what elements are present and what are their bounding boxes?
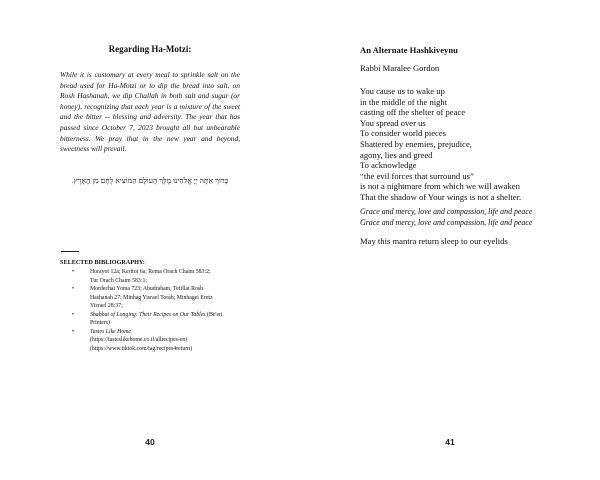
page-number: 40 bbox=[145, 437, 155, 447]
poem-line: “the evil forces that surround us” bbox=[360, 170, 474, 181]
refrain-line: Grace and mercy, love and compassion, life and peace bbox=[360, 207, 533, 216]
poem-line: You spread over us bbox=[360, 117, 426, 128]
poem-line: To consider world pieces bbox=[360, 128, 447, 139]
poem-body bbox=[360, 86, 590, 203]
poem-line: To acknowledge bbox=[360, 160, 417, 171]
refrain-line: Grace and mercy, love and compassion, life and peace bbox=[360, 217, 533, 227]
bibliography-line-rest: (Be'eri bbox=[205, 311, 223, 318]
poem-line: agony, lies and greed bbox=[360, 149, 433, 160]
bibliography-heading: SELECTED BIBLIOGRAPHY: bbox=[60, 259, 145, 266]
bibliography-line: Printers) bbox=[90, 320, 110, 326]
book-title: Shabbat of Longing: Their Recipes on Our Tables bbox=[90, 311, 206, 318]
poem-line: You cause us to wake up bbox=[360, 86, 445, 96]
poem-author: Rabbi Maralee Gordon bbox=[360, 63, 440, 73]
poem-closing-line: May this mantra return sleep to our eyelids bbox=[360, 236, 508, 246]
bibliography-item bbox=[60, 268, 245, 285]
book-title: • Tastes Like Home bbox=[90, 328, 132, 335]
bibliography-line: Tur Orach Chaim 583:1; bbox=[90, 277, 147, 284]
bibliography-item bbox=[60, 285, 245, 311]
bibliography-link[interactable]: (https://tasteslikehome.co.il/allrecipes-en) bbox=[90, 337, 188, 343]
bibliography-item bbox=[60, 311, 245, 328]
poem-line: casting off the shelter of peace bbox=[360, 107, 466, 118]
poem-line: is not a nightmare from which we will awaken bbox=[360, 181, 520, 192]
poem-line: Shattered by enemies, prejudice, bbox=[360, 138, 472, 149]
page-number: 41 bbox=[445, 437, 455, 447]
poem-line: That the shadow of Your wings is not a shelter. bbox=[360, 191, 522, 202]
bibliography-line: Hashanah 27; Minhag Yisrael Torah; Minhagei Eretz bbox=[90, 294, 213, 301]
bibliography-line: • Mordechai Yoma 723; Abudraham, Tefillat Rosh bbox=[90, 286, 203, 292]
ha-motzi-paragraph: While it is customary at every meal to sprinkle salt on the bread used for Ha-Motzi or to dip the bread into salt, on Rosh Hashanah, we dip Challah in both salt and sugar (or honey), recognizing that each year is a mixture of the sweet and the bitter -- blessing and adversity. The year that has passed since October 7, 2023 brought all but unbearable bitterness. We pray that in the new year and beyond, sweetness will prevail. bbox=[60, 70, 240, 154]
bibliography-line bbox=[90, 311, 245, 320]
poem-line: in the middle of the night bbox=[360, 96, 448, 107]
bibliography-line: Yisrael 28:37; bbox=[90, 303, 123, 309]
hebrew-blessing: בָּרוּךְ אַתָּה יְיָ אֱלֹהֵינוּ מֶלֶךְ הָעוֹלָם הַמּוֹצִיא לֶחֶם מִן הָאָרֶץ. bbox=[71, 176, 229, 185]
poem-title: An Alternate Hashkiveynu bbox=[360, 45, 458, 55]
page-title: Regarding Ha-Motzi: bbox=[108, 44, 192, 54]
right-page bbox=[300, 0, 600, 480]
footnote-divider bbox=[61, 251, 79, 252]
bibliography-line: • Horayot 12a; Keritot 6a; Rema Orach Chaim 583:2; bbox=[90, 269, 211, 275]
poem-refrain bbox=[360, 207, 590, 228]
bibliography-item bbox=[60, 328, 245, 354]
bibliography-list bbox=[60, 268, 245, 353]
bibliography-link[interactable]: (https://www.tiktok.com/tag/recipes4return) bbox=[90, 345, 193, 352]
